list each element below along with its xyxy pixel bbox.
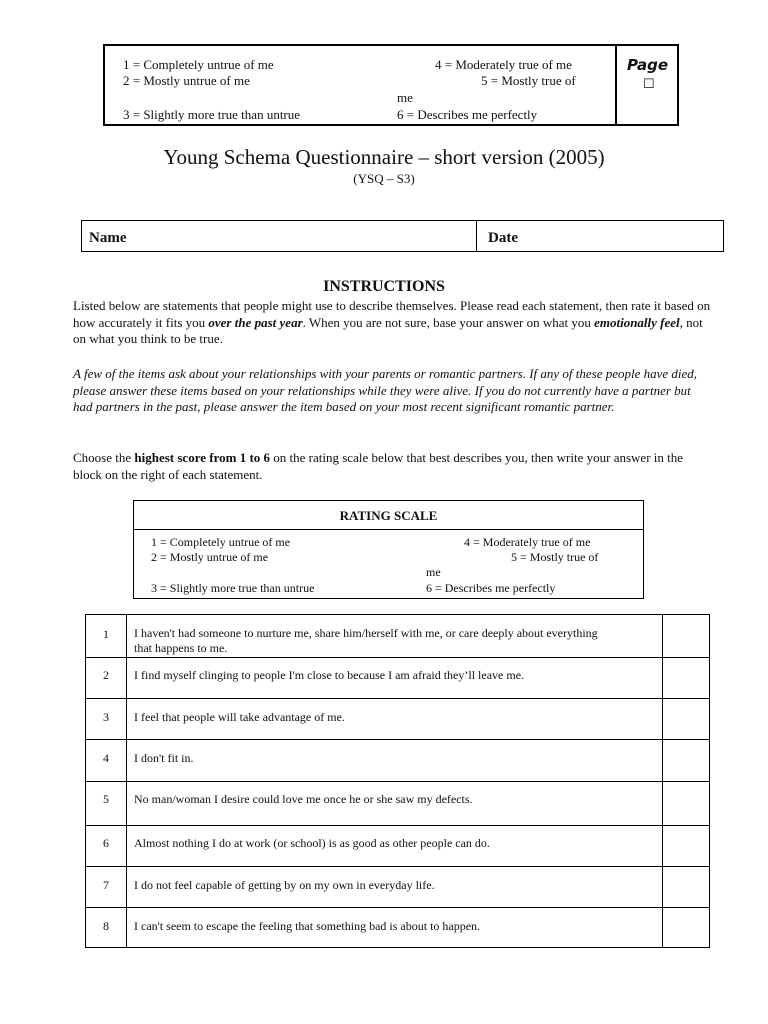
answer-box[interactable] [663,782,709,825]
rating-scale-3: 3 = Slightly more true than untrue [151,581,315,595]
instructions-paragraph-2: A few of the items ask about your relationships with your parents or romantic partners. If any of these people have died, please answer these items based on your relationships while they were alive. If you do not currently have a partner but had partners in the past, please answer the item based on your most recent significant romantic partner. [73,366,698,414]
header-scale-2: 2 = Mostly untrue of me [123,73,250,88]
name-label: Name [89,230,127,246]
header-scale-1: 1 = Completely untrue of me [123,57,274,72]
instructions-p1-text-b: . When you are not sure, base your answer on what you [302,314,595,330]
item-number: 4 [103,751,109,765]
item-number: 1 [103,627,109,641]
rating-scale-5: 5 = Mostly true of [511,550,599,564]
item-statement: I haven't had someone to nurture me, share him/herself with me, or care deeply about everything that happens to me. [134,626,598,655]
page-number-box-icon: ☐ [643,76,655,91]
header-divider [615,46,617,124]
table-row-divider [86,825,709,826]
header-scale-5: 5 = Mostly true of [481,73,576,88]
answer-box[interactable] [663,740,709,781]
answer-box[interactable] [663,908,709,947]
table-row-divider [86,657,709,658]
item-number: 2 [103,668,109,682]
instructions-paragraph-3 [73,450,713,483]
instructions-p3-text-a: Choose the [73,450,135,465]
rating-scale-5-cont: me [426,565,441,579]
instructions-p3-text-b: on the rating scale below that best describes you, then write your answer in the block on the right of each statement. [73,450,684,482]
rating-scale-box [133,500,644,599]
header-scale-4: 4 = Moderately true of me [435,57,572,72]
answer-box[interactable] [663,826,709,866]
rating-scale-1: 1 = Completely untrue of me [151,535,291,549]
instructions-p1-text-c: , not on what you think to be true. [73,314,703,346]
instructions-paragraph-1 [73,298,713,348]
table-row-divider [86,866,709,867]
table-row-divider [86,907,709,908]
item-statement: I can't seem to escape the feeling that something bad is about to happen. [134,919,481,933]
name-date-divider [476,221,477,251]
page-title: Young Schema Questionnaire – short version (2005) [163,145,605,169]
instructions-p3-emphasis: highest score from 1 to 6 [134,450,271,465]
table-row-divider [86,698,709,699]
item-number: 6 [103,836,109,850]
date-label: Date [488,230,518,246]
item-number: 3 [103,710,109,724]
rating-scale-4: 4 = Moderately true of me [464,535,591,549]
rating-scale-6: 6 = Describes me perfectly [426,581,556,595]
instructions-heading: INSTRUCTIONS [323,278,445,295]
answer-box[interactable] [663,615,709,657]
item-statement: I do not feel capable of getting by on my own in everyday life. [134,878,435,892]
header-scale-6: 6 = Describes me perfectly [397,107,538,122]
rating-scale-title: RATING SCALE [339,508,438,523]
page-subtitle: (YSQ – S3) [353,171,415,186]
item-statement: I find myself clinging to people I'm close to because I am afraid they’ll leave me. [134,668,525,682]
item-number: 8 [103,919,109,933]
answer-box[interactable] [663,699,709,739]
rating-scale-2: 2 = Mostly untrue of me [151,550,269,564]
items-table [85,614,710,948]
item-statement: Almost nothing I do at work (or school) is as good as other people can do. [134,836,490,850]
name-date-row [81,220,724,252]
answer-box[interactable] [663,658,709,698]
item-number: 7 [103,878,109,892]
header-rating-scale-box [103,44,679,126]
table-row-divider [86,781,709,782]
item-statement: I feel that people will take advantage of me. [134,710,345,724]
instructions-p1-emphasis-past-year: over the past year [208,314,303,330]
page-label: Page [627,56,669,74]
item-number: 5 [103,792,109,806]
instructions-p1-emphasis-emotionally-feel: emotionally feel [594,314,680,330]
table-row-divider [86,739,709,740]
header-scale-3: 3 = Slightly more true than untrue [123,107,301,122]
answer-box[interactable] [663,867,709,907]
item-statement: I don't fit in. [134,751,194,765]
header-scale-5-cont: me [397,90,413,105]
item-statement: No man/woman I desire could love me once he or she saw my defects. [134,792,473,806]
rating-scale-divider [134,529,643,530]
instructions-p1-text-a: Listed below are statements that people might use to describe themselves. Please read each statement, then rate it based on how accurately it fits you [73,298,711,330]
